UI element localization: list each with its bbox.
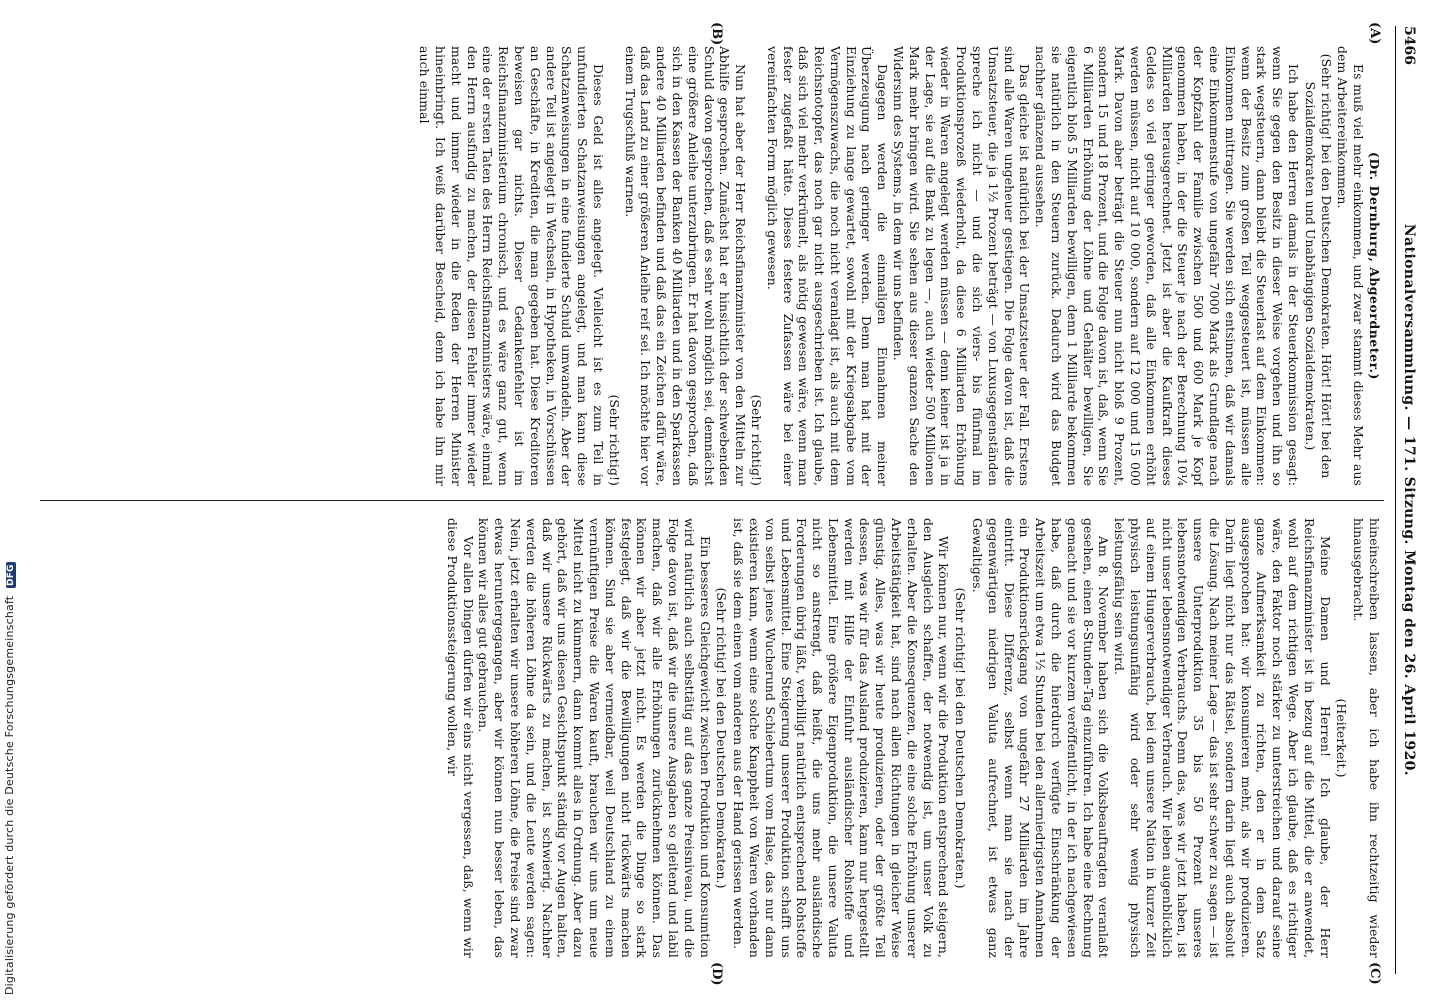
speaker-line: (Dr. Dernburg, Abgeordneter.) [1367,151,1382,381]
margin-mark-a: (A) [1367,22,1382,45]
interjection: (Heiterkeit.) [1334,698,1350,778]
interjection: (Sehr richtig! bei den Deutschen Demokraten. Hört! Hört! bei den Sozialdemokraten und Unabhängigen Sozialdemokraten.) [1302,53,1334,479]
interjection: (Sehr richtig! bei den Deutschen Demokraten.) [953,587,969,889]
document-page [30,18,1418,986]
margin-mark-b: (B) [709,22,724,46]
page-number: 5466 [1401,26,1417,65]
column-divider [40,500,1384,501]
paragraph: Vor allen Dingen dürfen wir eins nicht vergessen, daß, wenn wir diese Produktionssteigerung wollen, wir [444,518,476,958]
left-column [42,46,1382,486]
paragraph: Dieses Geld ist alles angelegt. Vielleicht ist es zum Teil in unfundierten Schatzanweisungen angelegt, und man kann diese Schatzanweisungen in eine fundierte Schuld umwandeln. Aber der andere Teil ist angelegt in Wechseln, in Hypotheken, in Vorschüssen an Geschäfte, in Krediten, die man gegeben hat. Diese Kreditoren beweisen gar nichts. Dieser Gedankenfehler ist im Reichsfinanzministerium chronisch, und es wäre ganz gut, wenn eine der ersten Taten des Herrn Reichsfinanzministers wäre, einmal den Herrn ausfindig zu machen, der diesen Fehler immer wieder macht und immer wieder in die Reden der Herren Minister hineinbringt. Ich weiß darüber Bescheid, denn ich habe ihn mir auch einmal [417,46,606,486]
paragraph: hineinschreiben lassen, aber ich habe ihn rechtzeitig wieder hinausgebracht. [1351,518,1382,958]
paragraph: Dagegen werden die einmaligen Einnahmen meiner Überzeugung nach geringer werden. Denn man hat mit der Einziehung zu lange gewartet, sowohl mit der Kriegsabgabe vom Vermögenszuwachs, die noch nicht veranlagt ist, als auch mit dem Reichsnotopfer, das noch gar nicht ausgeschrieben ist. Ich glaube, daß sich viel mehr verkrümelt, als nötig gewesen wäre, wenn man fester zugefaßt hätte. Dieses festere Zufassen wäre bei einer vereinfachten Form möglich gewesen. [764,46,891,486]
digitization-caption [3,562,16,995]
interjection: (Sehr richtig! bei den Deutschen Demokraten.) [714,587,730,889]
paragraph: Meine Damen und Herren! Ich glaube, der Herr Reichsfinanzminister ist in bezug auf die Mittel, die er anwendet, wohl auf dem richtigen Wege. Aber ich glaube, daß es richtiger wäre, den Faktor noch stärker zu unterstreichen und darauf seine ganze Aufmerksamkeit zu richten, den er in dem Satz ausgesprochen hat: wir konsumieren mehr, als wir produzieren. Darin liegt nicht nur das Rätsel, sondern darin liegt auch absolut die Lösung. Nach meiner Lage — das ist sehr schwer zu sagen — ist unsere Unterproduktion 35 bis 50 Prozent unseres lebensnotwendigen Verbrauchs. Denn das, was wir jetzt haben, ist nicht unser lebensnotwendiger Verbrauch. Wir leben augenblicklich auf einem Hungerverbrauch, bei dem unsere Nation in kurzer Zeit physisch leistungsunfähig wird oder sehr wenig physisch leistungsfähig sein wird. [1112,518,1333,958]
digitization-caption-text: Digitalisierung gefördert durch die Deutsche Forschungsgemeinschaft [3,595,16,995]
page-title: Nationalversammlung. — 171. Sitzung. Montag den 26. April 1920. [1401,223,1417,777]
paragraph: Ein besseres Gleichgewicht zwischen Produktion und Konsumtion wird natürlich auch selbsttätig auf das ganze Preisniveau, und die Folge davon ist, daß wir die unsere Ausgaben so gleitend und labil machen, daß wir alle Erhöhungen zurücknehmen können. Das können wir aber jetzt nicht. Es werden die Dinge so stark festgelegt, daß wir die Bewilligungen nicht rückwärts machen können. Sind sie aber vermeidbar, weil Deutschland zu einem vernünftigen Preise die Waren kauft, brauchen wir uns um neue Mittel nicht zu kümmern, dann kommt alles in Ordnung. Aber dazu gehört, daß wir uns diesen Gesichtspunkt ständig vor Augen halten, daß wir unsere Rückwärts zu machen, ist schwierig. Nachher werden die höheren Löhne da sein, und die Leute werden sagen: Nein, jetzt erhalten wir unsere höheren Löhne, die Preise sind zwar etwas heruntergegangen, aber wir können nun besser leben, das können wir alles gut gebrauchen. [476,518,713,958]
scan-side-strip [0,0,22,1000]
page-header [1395,26,1418,974]
paragraph: Nun hat aber der Herr Reichsfinanzminister von den Mitteln zur Abhilfe gesprochen. Zunächst hat er hinsichtlich der schwebenden Schuld davon gesprochen, daß es sehr wohl möglich sei, demnächst eine größere Anleihe unterzubringen. Er hat davon gesprochen, daß sich in den Kassen der Banken 40 Milliarden und in den Sparkassen andere 40 Milliarden befinden und daß das ein Zeichen dafür wäre, daß das Land zu einer größeren Anleihe reif sei. Ich möchte hier vor einem Trugschluß warnen. [622,46,749,486]
interjection: (Sehr richtig!) [748,394,764,486]
interjection: (Sehr richtig!) [606,394,622,486]
paragraph: Ich habe den Herren damals in der Steuerkommission gesagt: wenn Sie gegen den Besitz in dieser Weise vorgehen und ihn so stark wegsteuern, dann bleibt die Steuerlast auf dem Einkommen: wenn der Besitz zum großen Teil weggesteuert ist, müssen alle Einkommen mittragen. Sie werden sich entsinnen, daß wir damals eine Einkommenstufe von ungefähr 7000 Mark als Grundlage nach der Kopfzahl der Familie zwischen 500 und 600 Mark je Kopf genommen haben, in der die Steuer je nach der Berechnung 10¼ Milliarden herausgerechnet. Jetzt ist aber die Kaufkraft dieses Geldes so viel geringer geworden, daß alle Einkommen erhöht werden müssen, nicht auf 10 000, sondern auf 12 000 und 15 000 Mark. Davon aber beträgt die Steuer nun nicht bloß 9 Prozent, sondern 15 und 18 Prozent, und die Folge davon ist, daß, wenn Sie 6 Milliarden Erhöhung der Löhne und Gehälter bewilligen, Sie eigentlich bloß 5 Milliarden bewilligen, denn 1 Milliarde bekommen sie natürlich in den Steuern zurück. Dadurch wird das Budget nachher glänzend aussehen. [1033,46,1302,486]
margin-mark-c: (C) [1367,962,1382,985]
dfg-logo-icon: DFG [6,564,16,586]
margin-mark-d: (D) [709,962,724,986]
right-column [42,518,1382,958]
paragraph: Am 8. November haben sich die Volksbeauftragten veranlaßt gesehen, einen 8-Stunden-Tag einzuführen. Ich habe eine Rechnung gemacht und sie vor kurzem veröffentlicht, in der ich nachgewiesen habe, daß durch die hierdurch verfügte Einschränkung der Arbeitszeit um etwa 1½ Stunden bei den allerniedrigsten Annahmen ein Produktionsrückgang von ungefähr 27 Milliarden im Jahre eintritt. Diese Differenz, selbst wenn man sie nach der gegenwärtigen niedrigen Valuta aufrechnet, ist etwas ganz Gewaltiges. [970,518,1112,958]
paragraph: Es muß viel mehr einkommen, und zwar stammt dieses Mehr aus dem Arbeitereinkommen. [1335,46,1367,486]
paragraph: Das gleiche ist natürlich bei der Umsatzsteuer der Fall. Erstens sind alle Waren ungeheuer gestiegen. Die Folge davon ist, daß die Umsatzsteuer, die ja 1½ Prozent beträgt — von Luxusgegenständen spreche ich nicht — und die sich viers- bis fünfmal im Produktionsprozeß wiederholt, da diese 6 Milliarden Erhöhung wieder in Waren angelegt werden müssen — denn keiner ist ja in der Lage, sie auf die Bank zu legen —, auch wieder 500 Millionen Mark mehr bringen wird. Sie sehen aus dieser ganzen Sache den Widersinn des Systems, in dem wir uns befinden. [891,46,1033,486]
paragraph: Wir können nur, wenn wir die Produktion entsprechend steigern, den Ausgleich schaffen, der notwendig ist, um unser Volk zu erhalten. Aber die Konsequenzen, die eine solche Erhöhung unserer Arbeitstätigkeit hat, sind nach allen Richtungen in gleicher Weise günstig. Alles, was wir heute produzieren, oder der größte Teil dessen, was wir für das Ausland produzieren, kann nur hergestellt werden mit Hilfe der Einfuhr ausländischer Rohstoffe und Lebensmittel. Eine größere Eigenproduktion, die unsere Valuta nicht so anstrengt, daß heißt, die uns mehr ausländische Forderungen übrig läßt, verbilligt natürlich entsprechend Rohstoffe und Lebensmittel. Eine Steigerung unserer Produktion schafft uns von selbst jenes Wucherund Schiebertum vom Halse, das nur dann existieren kann, wenn eine solche Knappheit von Waren vorhanden ist, daß sie dem einen vom anderen aus der Hand gerissen werden. [731,518,952,958]
